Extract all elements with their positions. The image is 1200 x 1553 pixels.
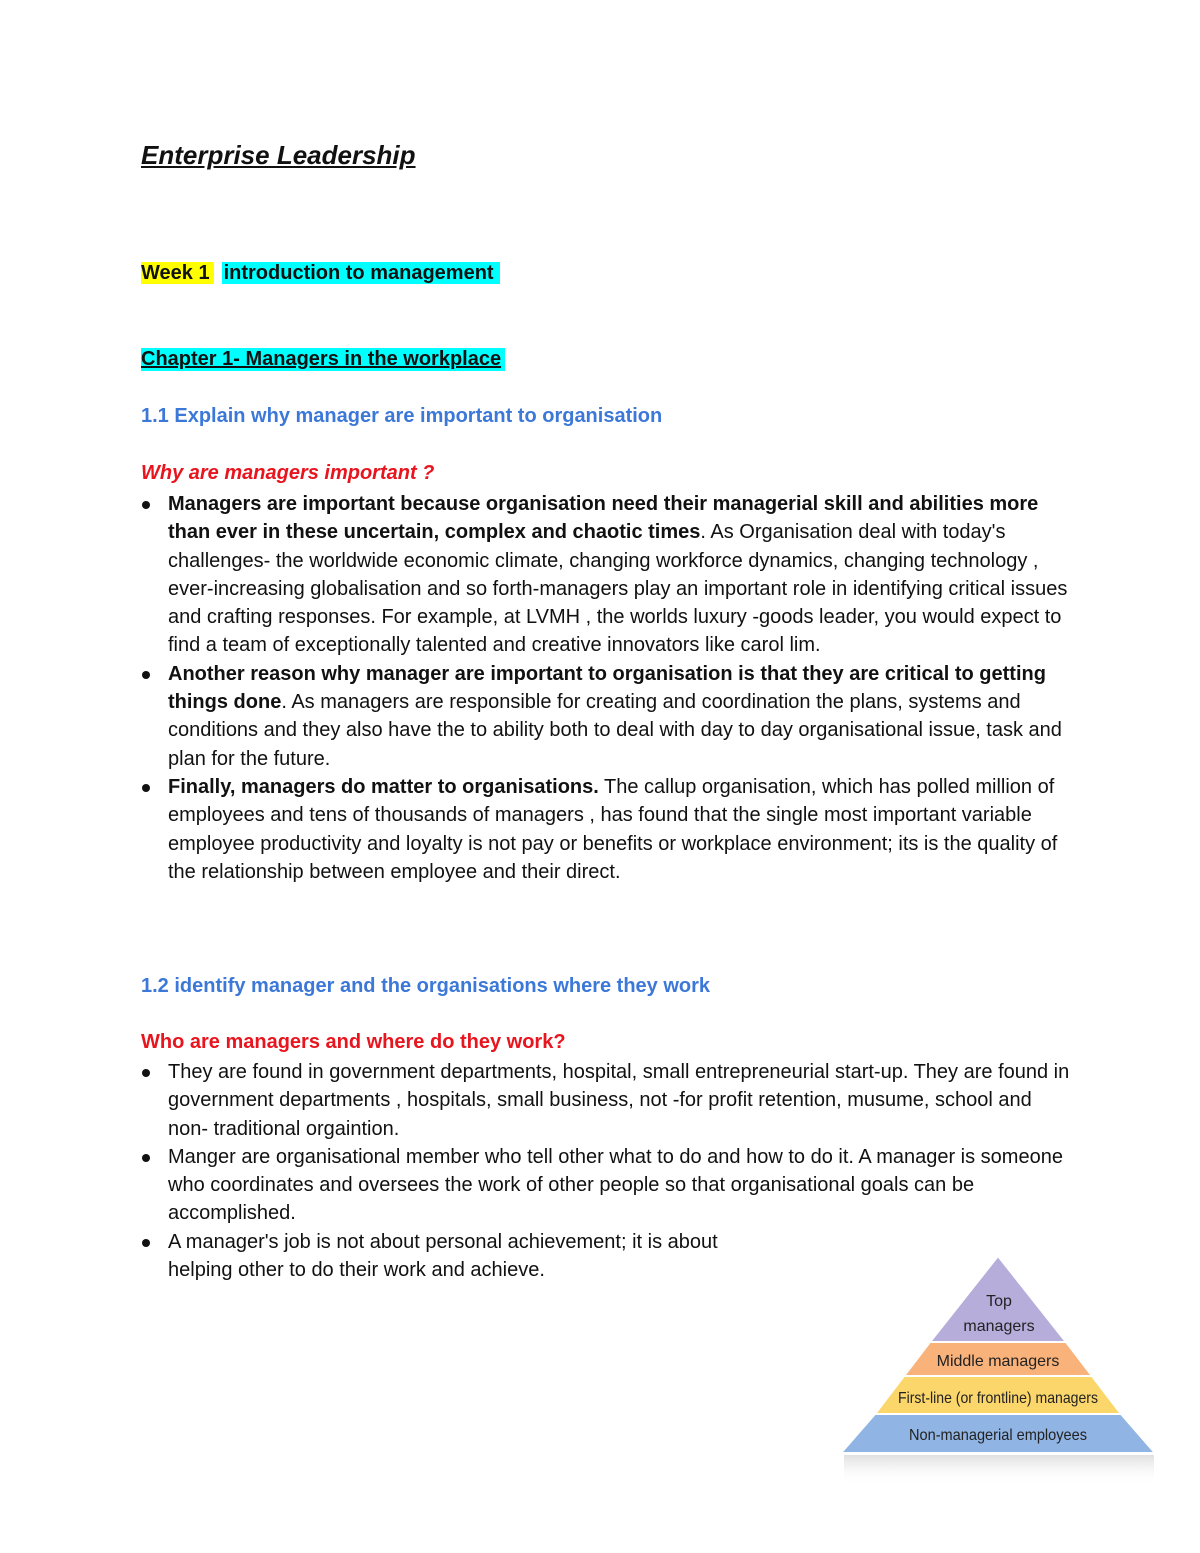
week-line — [141, 262, 500, 285]
section-2-question: Who are managers and where do they work? — [141, 1031, 566, 1053]
bullet-text-line-1: A manager's job is not about personal achievement; it is about — [168, 1230, 718, 1253]
list-item — [141, 660, 1071, 773]
section-1-bullet-list — [141, 490, 1071, 886]
week-label: Week 1 — [141, 262, 214, 284]
bullet-text: . As managers are responsible for creating and coordination the plans, systems and conditions and they also have the to ability both to deal with day to day organisational issue, task and plan for the future. — [168, 691, 1062, 770]
list-item — [141, 773, 1071, 886]
pyramid-shadow — [844, 1455, 1154, 1485]
bullet-text: . As Organisation deal with today's challenges- the worldwide economic climate, changing workforce dynamics, changing technology , ever-increasing globalisation and so forth-managers play an important role in identifying critical issues and crafting responses. For example, at LVMH , the worlds luxury -goods leader, you would expect to find a team of exceptionally talented and creative innovators like carol lim. — [168, 521, 1068, 657]
pyramid-label-non-managerial: Non-managerial employees — [909, 1427, 1087, 1444]
list-item — [141, 1143, 1071, 1228]
management-pyramid-diagram — [838, 1254, 1158, 1486]
bullet-text: Manger are organisational member who tell other what to do and how to do it. A manager is someone who coordinates and oversees the work of other people so that organisational goals can be accomplished. — [168, 1145, 1063, 1225]
document-title: Enterprise Leadership — [141, 140, 416, 170]
bullet-bold-text: Another reason why manager are important to organisation is that they are critical to getting things done — [168, 662, 1046, 714]
list-item — [141, 490, 1071, 660]
bullet-text: The callup organisation, which has polled million of employees and tens of thousands of managers , has found that the single most important variable employee productivity and loyalty is not pay or benefits or workplace environment; its is the quality of the relationship between employee and their direct. — [168, 775, 1058, 883]
bullet-text-line-2: helping other to do their work and achieve. — [168, 1259, 545, 1282]
bullet-bold-text: Finally, managers do matter to organisations. — [168, 775, 599, 798]
chapter-heading: Chapter 1- Managers in the workplace — [141, 348, 505, 371]
pyramid-label-top-line-1: Top — [986, 1293, 1012, 1310]
section-1-heading: 1.1 Explain why manager are important to organisation — [141, 405, 663, 427]
section-2-bullet-list — [141, 1058, 1071, 1284]
pyramid-label-top-line-2: managers — [963, 1318, 1035, 1335]
bullet-bold-text: Managers are important because organisation need their managerial skill and abilities more than ever in these uncertain, complex and chaotic times — [168, 493, 1039, 544]
week-topic: introduction to management — [222, 262, 500, 284]
pyramid-label-middle: Middle managers — [936, 1353, 1060, 1370]
section-2-heading: 1.2 identify manager and the organisations where they work — [141, 975, 711, 997]
section-1-question: Why are managers important ? — [141, 462, 435, 484]
list-item — [141, 1058, 1071, 1143]
pyramid-label-first-line: First-line (or frontline) managers — [898, 1390, 1098, 1407]
bullet-text: They are found in government departments, hospital, small entrepreneurial start-up. They are found in government departments , hospitals, small business, not -for profit retention, musume, school and non- traditional orgaintion. — [168, 1061, 1070, 1140]
